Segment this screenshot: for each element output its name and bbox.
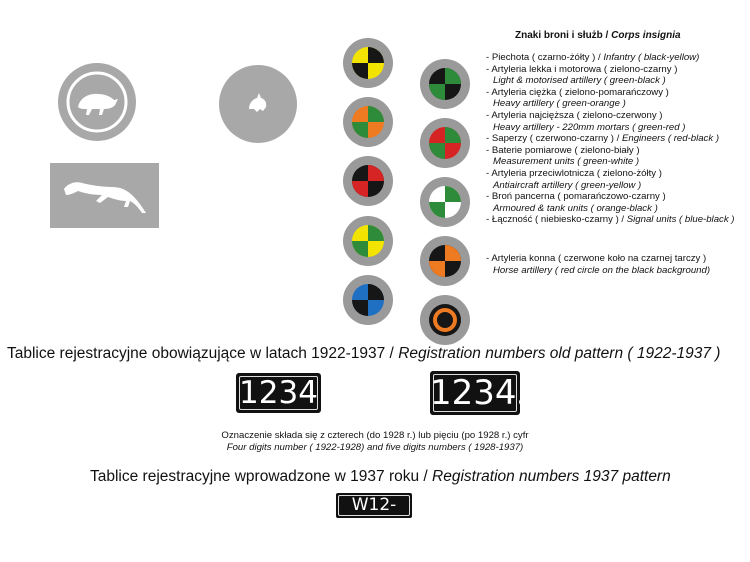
insignia-horse-artillery [420, 295, 470, 345]
panther-icon [50, 163, 159, 228]
legend-measurement: - Baterie pomiarowe ( zielono-biały ) [486, 144, 640, 156]
insignia-antiaircraft [343, 216, 393, 266]
unit-emblem-boar [58, 63, 136, 141]
legend-horse-artillery-en: Horse artillery ( red circle on the black background) [493, 264, 711, 276]
plate-old-four-digit: 1234 [236, 373, 321, 413]
legend-antiaircraft-en: Antiaircraft artillery ( green-yellow ) [493, 179, 642, 191]
insignia-heavy-artillery [343, 97, 393, 147]
boar-icon [58, 63, 136, 141]
legend-armoured-en: Armoured & tank units ( orange-black ) [493, 202, 658, 214]
unit-emblem-small-animal [219, 65, 297, 143]
legend-armoured: - Broń pancerna ( pomarańczowo-czarny ) [486, 191, 666, 203]
corps-insignia-title: Znaki broni i służb / Corps insignia [515, 30, 681, 41]
legend-heavy-artillery: - Artyleria ciężka ( zielono-pomarańczowy ) [486, 86, 669, 98]
legend-signal: - Łączność ( niebiesko-czarny ) / Signal units ( blue-black ) [486, 214, 735, 226]
legend-measurement-en: Measurement units ( green-white ) [493, 156, 640, 168]
unit-emblem-panther [50, 163, 159, 228]
old-pattern-heading: Tablice rejestracyjne obowiązujące w latach 1922-1937 / Registration numbers old pattern ( 1922-1937 ) [7, 345, 721, 362]
digits-note [0, 430, 750, 454]
legend-horse-artillery: - Artyleria konna ( czerwone koło na czarnej tarczy ) [486, 252, 707, 264]
digits-note-pl: Oznaczenie składa się z czterech (do 1928 r.) lub pięciu (po 1928 r.) cyfr [221, 430, 529, 441]
legend-light-artillery: - Artyleria lekka i motorowa ( zielono-czarny ) [486, 63, 678, 75]
insignia-engineers [343, 156, 393, 206]
legend-mortar-artillery: - Artyleria najcięższa ( zielono-czerwony ) [486, 109, 663, 121]
insignia-signal [343, 275, 393, 325]
insignia-mortar-artillery [420, 118, 470, 168]
legend-light-artillery-en: Light & motorised artillery ( green-black ) [493, 75, 666, 87]
legend-antiaircraft: - Artyleria przeciwlotnicza ( zielono-żółty ) [486, 167, 662, 179]
insignia-legend [486, 52, 748, 276]
animal-icon [219, 65, 297, 143]
insignia-infantry [343, 38, 393, 88]
insignia-measurement [420, 177, 470, 227]
insignia-light-artillery [420, 59, 470, 109]
legend-infantry: - Piechota ( czarno-żółty ) / Infantry ( black-yellow) [486, 52, 700, 63]
insignia-armoured [420, 236, 470, 286]
digits-note-en: Four digits number ( 1922-1928) and five digits numbers ( 1928-1937) [226, 442, 524, 453]
legend-heavy-artillery-en: Heavy artillery ( green-orange ) [493, 98, 626, 110]
new-pattern-heading: Tablice rejestracyjne wprowadzone w 1937 roku / Registration numbers 1937 pattern [90, 468, 671, 485]
plate-1937: W12-345 [336, 493, 412, 518]
legend-mortar-artillery-en: Heavy artillery - 220mm mortars ( green-red ) [493, 121, 686, 133]
legend-engineers: - Saperzy ( czerwono-czarny ) / Engineers ( red-black ) [486, 133, 720, 145]
plate-old-five-digit: 12345 [430, 373, 539, 413]
